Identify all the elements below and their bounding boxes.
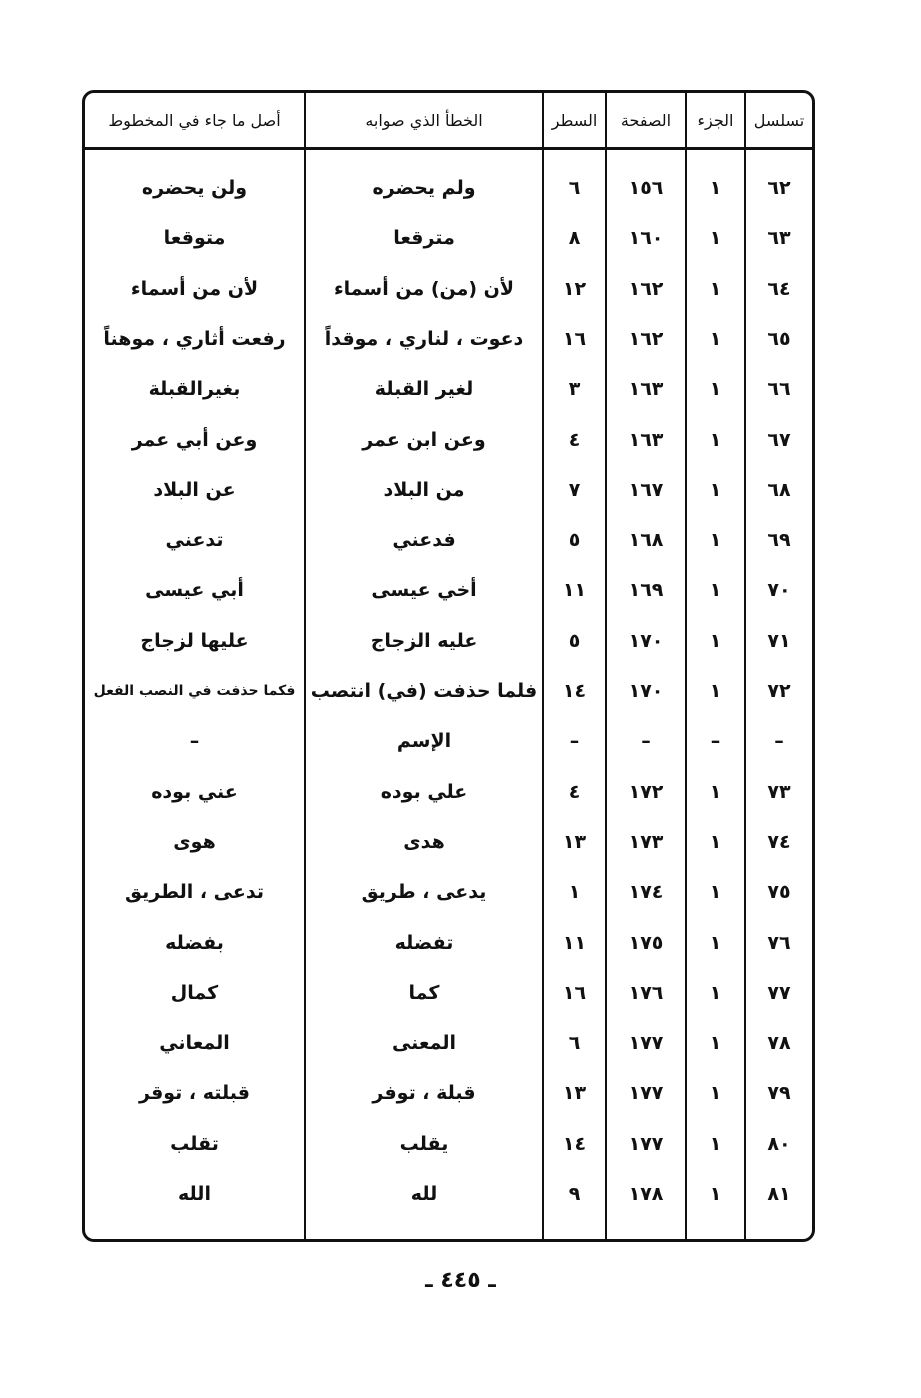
cell-correct: مترقعا	[393, 227, 455, 250]
cell-seq: ٧٨	[767, 1032, 791, 1055]
cell-original: تقلب	[170, 1132, 219, 1155]
cell-correct: الإسم	[396, 730, 452, 753]
cell-part: –	[710, 730, 721, 753]
cell-seq: ٦٥	[767, 327, 791, 350]
cell-original: بغيرالقبلة	[148, 378, 241, 401]
table-row	[85, 918, 812, 968]
cell-page: ١٦٠	[628, 227, 664, 250]
cell-correct: من البلاد	[383, 478, 465, 501]
table-row	[85, 1169, 812, 1219]
cell-original: هوى	[173, 830, 216, 853]
cell-original: فكما حذفت في النصب الفعل	[93, 683, 296, 699]
cell-seq: ٧٠	[767, 579, 791, 602]
cell-correct: فدعني	[392, 529, 456, 552]
cell-line: ١٢	[562, 277, 587, 300]
cell-original: الله	[178, 1183, 211, 1205]
errata-table	[82, 90, 815, 1242]
cell-correct: لله	[410, 1183, 438, 1205]
table-row	[85, 1018, 812, 1068]
table-row	[85, 817, 812, 867]
cell-original: قبلته ، توقر	[139, 1082, 250, 1105]
cell-correct: دعوت ، لناري ، موقداً	[324, 327, 524, 350]
cell-correct: عليه الزجاج	[370, 629, 478, 652]
cell-original: تدعى ، الطريق	[125, 881, 264, 904]
cell-page: ١٦٢	[628, 277, 664, 300]
cell-page: ١٧٢	[628, 780, 664, 803]
cell-seq: ٨١	[767, 1183, 791, 1205]
cell-part: ١	[709, 579, 722, 602]
header-original: أصل ما جاء في المخطوط	[108, 110, 281, 130]
cell-page: ١٧٤	[628, 881, 664, 904]
cell-page: ١٧٠	[628, 629, 664, 652]
cell-part: ١	[709, 680, 722, 702]
cell-line: ٦	[568, 177, 581, 199]
table-row	[85, 968, 812, 1018]
cell-line: ١٤	[562, 1132, 587, 1155]
cell-correct: قبلة ، توفر	[372, 1082, 476, 1105]
cell-line: ٤	[568, 780, 581, 803]
cell-correct: أخي عيسى	[371, 579, 477, 602]
cell-seq: ٧٧	[767, 981, 791, 1004]
cell-correct: كما	[408, 981, 440, 1004]
cell-original: رفعت أثاري ، موهناً	[103, 327, 286, 350]
cell-correct: لأن (من) من أسماء	[333, 277, 515, 300]
header-part: الجزء	[697, 110, 734, 130]
cell-line: ٥	[568, 529, 581, 552]
cell-line: ١	[568, 881, 581, 904]
cell-part: ١	[709, 629, 722, 652]
cell-line: ٤	[568, 428, 581, 451]
cell-seq: ٦٩	[767, 529, 791, 552]
cell-original: أبي عيسى	[145, 579, 244, 602]
cell-part: ١	[709, 378, 722, 401]
cell-part: ١	[709, 881, 722, 904]
cell-page: ١٥٦	[628, 177, 664, 199]
cell-line: ٩	[568, 1183, 581, 1205]
header-page: الصفحة	[620, 110, 672, 130]
header-divider	[85, 147, 812, 150]
cell-line: ٣	[568, 378, 581, 401]
cell-seq: ٦٤	[767, 277, 791, 300]
cell-correct: لغير القبلة	[374, 378, 474, 401]
cell-seq: ٦٨	[767, 478, 791, 501]
cell-page: ١٧٣	[628, 830, 664, 853]
table-row	[85, 565, 812, 615]
table-row	[85, 465, 812, 515]
cell-part: ١	[709, 1132, 722, 1155]
cell-line: ١٦	[562, 981, 587, 1004]
cell-line: ١١	[562, 931, 587, 954]
cell-original: كمال	[170, 981, 219, 1004]
cell-page: ١٦٧	[628, 478, 664, 501]
cell-seq: ٧١	[767, 629, 791, 652]
cell-line: –	[569, 730, 580, 753]
cell-page: ١٧٧	[628, 1032, 664, 1055]
cell-part: ١	[709, 981, 722, 1004]
cell-seq: ٧٣	[767, 780, 791, 803]
cell-page: ١٧٧	[628, 1132, 664, 1155]
cell-original: عن البلاد	[153, 478, 236, 501]
table-row	[85, 415, 812, 465]
cell-page: ١٦٣	[628, 428, 664, 451]
table-row	[85, 515, 812, 565]
cell-line: ٨	[568, 227, 581, 250]
cell-line: ١٦	[562, 327, 587, 350]
table-row	[85, 264, 812, 314]
table-row	[85, 767, 812, 817]
table-row	[85, 616, 812, 666]
table-row	[85, 163, 812, 213]
header-line: السطر	[551, 110, 598, 130]
cell-original: تدعني	[165, 529, 224, 552]
cell-part: ١	[709, 478, 722, 501]
cell-part: ١	[709, 529, 722, 552]
cell-correct: ولم يحضره	[372, 177, 476, 199]
cell-original: ولن يحضره	[141, 177, 248, 199]
cell-line: ١٤	[562, 680, 587, 702]
cell-seq: ٧٤	[767, 830, 791, 853]
cell-original: المعاني	[159, 1032, 230, 1055]
cell-original: –	[189, 730, 200, 753]
cell-part: ١	[709, 428, 722, 451]
cell-correct: هدى	[403, 830, 445, 853]
cell-original: بفضله	[165, 931, 224, 954]
table-row	[85, 364, 812, 414]
cell-original: متوقعا	[163, 227, 226, 250]
cell-part: ١	[709, 1183, 722, 1205]
cell-correct: علي بوده	[380, 780, 468, 803]
cell-line: ١٣	[562, 1082, 587, 1105]
cell-seq: ٨٠	[767, 1132, 791, 1155]
table-row	[85, 716, 812, 766]
cell-original: وعن أبي عمر	[131, 428, 258, 451]
table-row	[85, 666, 812, 716]
header-seq: تسلسل	[753, 110, 805, 130]
cell-page: ١٦٨	[628, 529, 664, 552]
cell-page: ١٦٢	[628, 327, 664, 350]
table-row	[85, 1068, 812, 1118]
cell-page: ١٧٦	[628, 981, 664, 1004]
cell-seq: –	[774, 730, 784, 753]
cell-line: ٥	[568, 629, 581, 652]
table-row	[85, 314, 812, 364]
cell-seq: ٧٩	[767, 1082, 791, 1105]
cell-part: ١	[709, 327, 722, 350]
cell-seq: ٦٦	[767, 378, 791, 401]
cell-page: ١٧٧	[628, 1082, 664, 1105]
cell-seq: ٧٢	[767, 680, 791, 702]
cell-part: ١	[709, 931, 722, 954]
cell-part: ١	[709, 1032, 722, 1055]
page-number: ـ ٤٤٥ ـ	[425, 1268, 496, 1293]
cell-seq: ٦٧	[767, 428, 791, 451]
cell-part: ١	[709, 1082, 722, 1105]
cell-correct: يقلب	[399, 1132, 449, 1155]
cell-seq: ٦٢	[767, 177, 791, 199]
cell-part: ١	[709, 227, 722, 250]
cell-page: ١٦٣	[628, 378, 664, 401]
cell-original: لأن من أسماء	[130, 277, 259, 300]
cell-page: –	[641, 730, 651, 753]
cell-seq: ٦٣	[767, 227, 791, 250]
cell-correct: تفضله	[394, 931, 454, 954]
cell-correct: المعنى	[391, 1032, 457, 1055]
cell-part: ١	[709, 177, 722, 199]
cell-line: ١١	[562, 579, 587, 602]
table-row	[85, 1119, 812, 1169]
table-row	[85, 867, 812, 917]
cell-original: عليها لزجاج	[140, 629, 249, 652]
cell-page: ١٧٨	[628, 1183, 664, 1205]
cell-part: ١	[709, 830, 722, 853]
cell-page: ١٧٥	[628, 931, 664, 954]
cell-original: عني بوده	[151, 780, 238, 803]
cell-seq: ٧٥	[767, 881, 791, 904]
cell-line: ٧	[568, 478, 581, 501]
cell-part: ١	[709, 277, 722, 300]
header-correct: الخطأ الذي صوابه	[365, 110, 483, 130]
cell-line: ٦	[568, 1032, 581, 1055]
cell-page: ١٦٩	[628, 579, 664, 602]
cell-correct: وعن ابن عمر	[362, 428, 486, 451]
cell-seq: ٧٦	[767, 931, 791, 954]
cell-part: ١	[709, 780, 722, 803]
cell-correct: فلما حذفت (في) انتصب	[310, 680, 538, 702]
cell-line: ١٣	[562, 830, 587, 853]
cell-page: ١٧٠	[628, 680, 664, 702]
table-row	[85, 213, 812, 263]
cell-correct: يدعى ، طريق	[361, 881, 487, 904]
